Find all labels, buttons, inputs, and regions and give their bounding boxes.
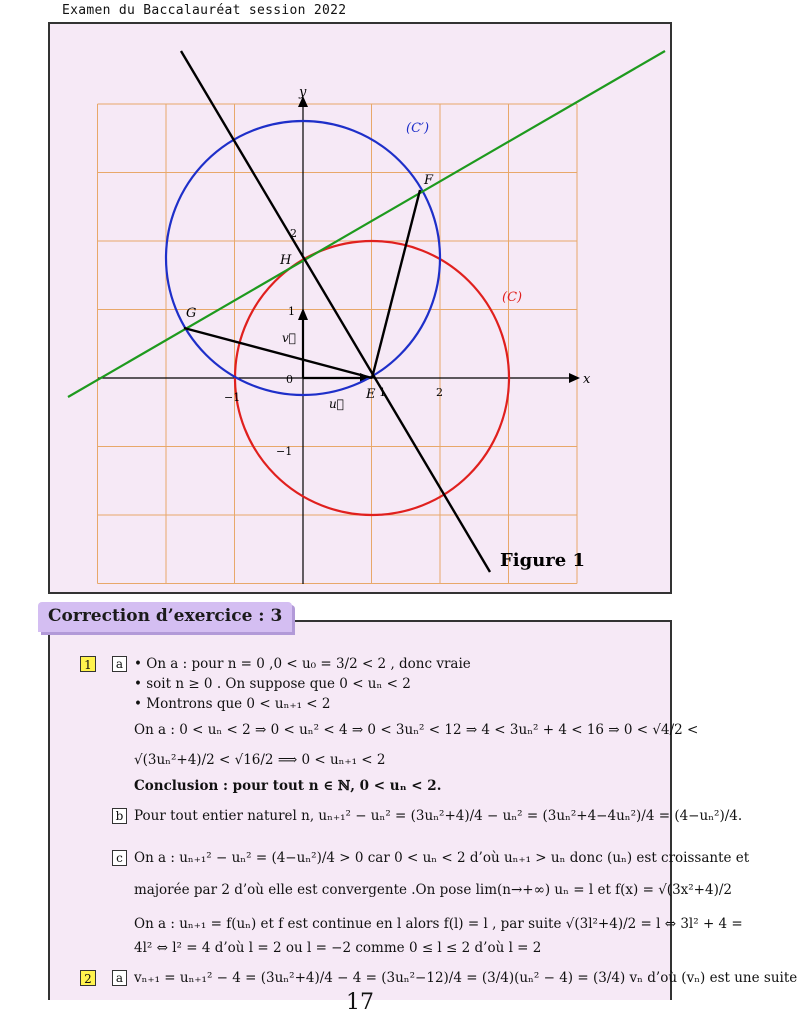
segment-EG xyxy=(184,328,372,378)
question-1-badge: 1 xyxy=(80,656,96,672)
page-header: Examen du Baccalauréat session 2022 xyxy=(62,3,347,18)
part-a-badge: a xyxy=(112,656,127,672)
figure-caption: Figure 1 xyxy=(500,550,586,571)
c-line-1: On a : uₙ₊₁² − uₙ² = (4−uₙ²)/4 > 0 car 0 < uₙ < 2 d’où uₙ₊₁ > uₙ donc (uₙ) est croissante et xyxy=(134,850,750,866)
curve-cprime-label: (C′) xyxy=(406,121,430,136)
question-2-badge: 2 xyxy=(80,970,96,986)
point-F-label: F xyxy=(424,173,434,188)
figure-1-graph xyxy=(50,24,670,592)
tick-x-minus1: −1 xyxy=(224,391,241,404)
vector-u-label: u⃗ xyxy=(329,397,344,411)
part-c-badge: c xyxy=(112,850,127,866)
figure-panel xyxy=(48,22,672,594)
q2-part-a-badge: a xyxy=(112,970,127,986)
page-number: 17 xyxy=(346,990,374,1015)
a-line-2: • soit n ≥ 0 . On suppose que 0 < uₙ < 2 xyxy=(134,676,411,692)
correction-title-tab xyxy=(38,602,292,632)
c-line-4: 4l² ⇔ l² = 4 d’où l = 2 ou l = −2 comme 0 ≤ l ≤ 2 d’où l = 2 xyxy=(134,940,542,956)
point-E-label: E xyxy=(366,387,376,402)
tick-y-2: 2 xyxy=(290,227,297,240)
a-line-4: On a : 0 < uₙ < 2 ⇒ 0 < uₙ² < 4 ⇒ 0 < 3uₙ² < 12 ⇒ 4 < 3uₙ² + 4 < 16 ⇒ 0 < √4/2 < xyxy=(134,722,699,738)
q2a-line-1: vₙ₊₁ = uₙ₊₁² − 4 = (3uₙ²+4)/4 − 4 = (3uₙ²−12)/4 = (3/4)(uₙ² − 4) = (3/4) vₙ d’où (vₙ) est une suite xyxy=(134,970,797,986)
a-line-6: Conclusion : pour tout n ∈ ℕ, 0 < uₙ < 2. xyxy=(134,778,442,794)
vector-v-label: v⃗ xyxy=(282,331,296,345)
y-axis-label: y xyxy=(299,85,307,100)
a-line-1: • On a : pour n = 0 ,0 < u₀ = 3/2 < 2 , donc vraie xyxy=(134,656,471,672)
correction-panel xyxy=(48,620,797,1000)
tick-origin: 0 xyxy=(286,373,293,386)
green-line xyxy=(68,51,665,397)
tick-x-2: 2 xyxy=(436,386,443,399)
curve-c-label: (C) xyxy=(502,290,523,305)
tick-y-1: 1 xyxy=(288,305,295,318)
c-line-3: On a : uₙ₊₁ = f(uₙ) et f est continue en l alors f(l) = l , par suite √(3l²+4)/2 = l ⇔ 3l² + 4 = xyxy=(134,916,743,932)
tick-y-minus1: −1 xyxy=(276,445,293,458)
x-axis-arrow xyxy=(569,373,580,383)
a-line-3: • Montrons que 0 < uₙ₊₁ < 2 xyxy=(134,696,331,712)
point-G-label: G xyxy=(186,306,197,321)
part-b-badge: b xyxy=(112,808,127,824)
point-H-label: H xyxy=(280,253,292,268)
tick-x-1: 1 xyxy=(379,386,386,399)
b-line-1: Pour tout entier naturel n, uₙ₊₁² − uₙ² = (3uₙ²+4)/4 − uₙ² = (3uₙ²+4−4uₙ²)/4 = (4−uₙ²)/4. xyxy=(134,808,743,824)
a-line-5: √(3uₙ²+4)/2 < √16/2 ⟹ 0 < uₙ₊₁ < 2 xyxy=(134,752,386,768)
c-line-2: majorée par 2 d’où elle est convergente .On pose lim(n→+∞) uₙ = l et f(x) = √(3x²+4)/2 xyxy=(134,882,732,898)
segment-EF xyxy=(372,190,420,378)
correction-title: Correction d’exercice : 3 xyxy=(48,606,283,626)
black-line xyxy=(181,51,490,572)
x-axis-label: x xyxy=(583,372,591,387)
